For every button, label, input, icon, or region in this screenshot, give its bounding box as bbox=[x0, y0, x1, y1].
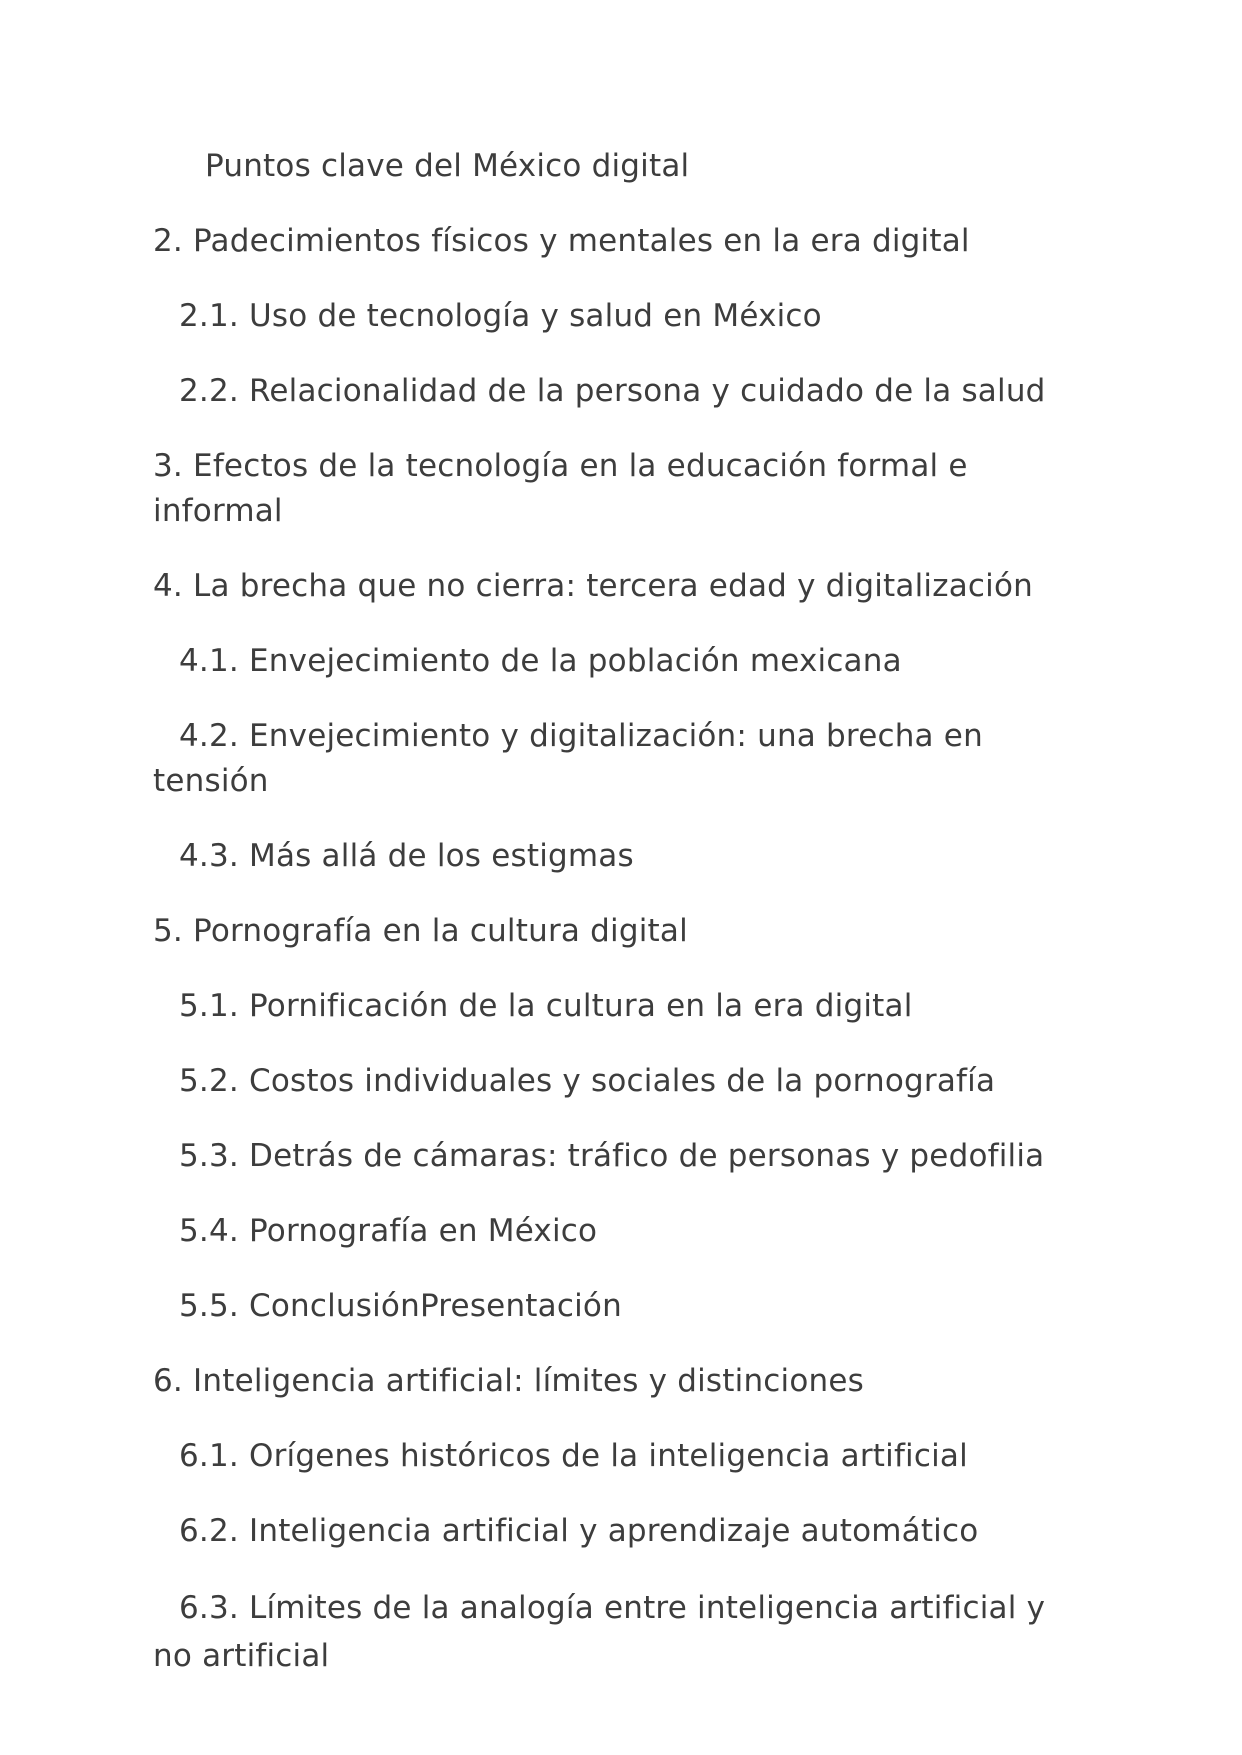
toc-entry-6-3: 6.3. Límites de la analogía entre inteligencia artificial y no artificial bbox=[153, 1590, 1046, 1674]
toc-entry-6-2: 6.2. Inteligencia artificial y aprendizaje automático bbox=[179, 1513, 979, 1549]
toc-entry-5-5: 5.5. ConclusiónPresentación bbox=[179, 1288, 622, 1324]
table-of-contents bbox=[153, 144, 1093, 1710]
toc-entry-6: 6. Inteligencia artificial: límites y distinciones bbox=[153, 1363, 864, 1399]
toc-entry-4-3: 4.3. Más allá de los estigmas bbox=[179, 838, 634, 874]
toc-entry-2: 2. Padecimientos físicos y mentales en la era digital bbox=[153, 223, 970, 259]
toc-entry-6-1: 6.1. Orígenes históricos de la inteligencia artificial bbox=[179, 1438, 968, 1474]
toc-entry-5: 5. Pornografía en la cultura digital bbox=[153, 913, 688, 949]
toc-entry-4-2: 4.2. Envejecimiento y digitalización: una brecha en tensión bbox=[153, 718, 983, 799]
toc-entry-2-1: 2.1. Uso de tecnología y salud en México bbox=[179, 298, 822, 334]
toc-entry-4-1: 4.1. Envejecimiento de la población mexicana bbox=[179, 643, 902, 679]
toc-entry-5-4: 5.4. Pornografía en México bbox=[179, 1213, 598, 1249]
toc-entry-intro: Puntos clave del México digital bbox=[205, 148, 690, 184]
toc-entry-5-3: 5.3. Detrás de cámaras: tráfico de personas y pedofilia bbox=[179, 1138, 1045, 1174]
toc-entry-4: 4. La brecha que no cierra: tercera edad y digitalización bbox=[153, 568, 1033, 604]
toc-entry-5-2: 5.2. Costos individuales y sociales de la pornografía bbox=[179, 1063, 996, 1099]
toc-entry-5-1: 5.1. Pornificación de la cultura en la era digital bbox=[179, 988, 913, 1024]
toc-entry-3: 3. Efectos de la tecnología en la educación formal e informal bbox=[153, 448, 968, 529]
toc-entry-2-2: 2.2. Relacionalidad de la persona y cuidado de la salud bbox=[179, 373, 1046, 409]
